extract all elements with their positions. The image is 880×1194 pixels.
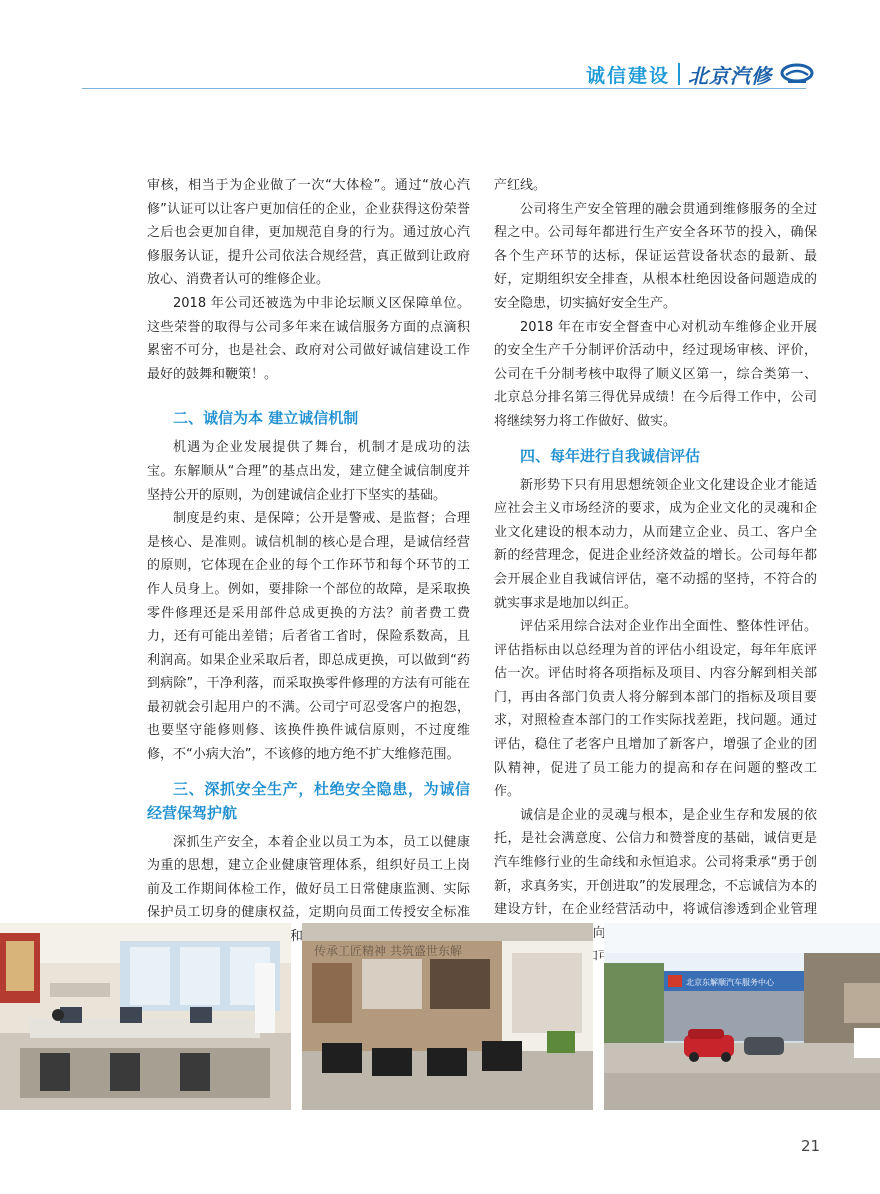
photo-strip	[0, 923, 880, 1110]
paragraph: 机遇为企业发展提供了舞台，机制才是成功的法宝。东解顺从“合理”的基点出发，建立健全诚信制度并坚持公开的原则，为创建诚信企业打下坚实的基础。	[147, 440, 470, 503]
section-heading-2: 二、诚信为本 建立诚信机制	[173, 409, 359, 428]
paragraph: 产红线。	[494, 178, 547, 193]
paragraph: 评估采用综合法对企业作出全面性、整体性评估。评估指标由以总经理为首的评估小组设定，每年年底评估一次。评估时将各项指标及项目、内容分解到相关部门，再由各部门负责人将分解到本部门的指标及项目要求，对照检查本部门的工作实际找差距，找问题。通过评估，稳住了老客户且增加了新客户，增强了企业的团队精神，促进了员工能力的提高和存在问题的整改工作。	[494, 619, 817, 800]
brand-name: 北京汽修	[688, 63, 772, 88]
page-header	[586, 60, 814, 88]
paragraph: 诚信是企业的灵魂与根本，是企业生存和发展的依托，是社会满意度、公信力和赞誉度的基础，诚信更是汽车维修行业的生命线和永恒追求。公司将秉承“勇于创新，求真务实，开创进取”的发展理念，不忘诚信为本的建设方针，在企业经营活动中，将诚信渗透到企业管理 向	[494, 807, 817, 941]
paragraph: 制度是约束、是保障；公开是警戒、是监督；合理是核心、是准则。诚信机制的核心是合理，是诚信经营的原则，它体现在企业的每个工作环节和每个环节的工作人员身上。例如，要排除一个部位的故障，是采取换零件修理还是采用部件总成更换的方法？前者费工费力，还有可能出差错；后者省工省时，保险系数高，且利润高。如果企业采取后者，即总成更换，可以做到“药到病除”，干净利落，而采取换零件修理的方法有可能在最初就会引起用户的不满。公司宁可忍受客户的抱怨，也要坚守能修则修、该换件换件诚信原则，不过度维修，不“小病大治”，不该修的地方绝不扩大维修范围。	[147, 511, 470, 763]
left-column	[147, 174, 470, 949]
section-title: 诚信建设	[585, 64, 670, 87]
header-divider	[678, 63, 680, 85]
paragraph: 深抓生产安全，本着企业以员工为本，员工以健康为重的思想，建立企业健康管理体系，组织好员工上岗前及工作期间体检工作，做好员工日常健康监测、实际保护员工切身的健康权益，定期向员面工传授安全标准 和	[147, 834, 470, 945]
page-number: 21	[801, 1137, 821, 1155]
paragraph: 2018 年公司还被选为中非论坛顺义区保障单位。这些荣誉的取得与公司多年来在诚信服务方面的点滴积累密不可分，也是社会、政府对公司做好诚信建设工作最好的鼓舞和鞭策！。	[147, 295, 470, 382]
brand-logo-icon	[780, 63, 814, 85]
paragraph: 审核，相当于为企业做了一次“大体检”。通过“放心汽修”认证可以让客户更加信任的企业，企业获得这份荣誉之后也会更加自律，更加规范自身的行为。通过放心汽修服务认证，提升公司依法合规经营，真正做到让政府放心、消费者认可的维修企业。	[147, 178, 470, 288]
building-sign: 北京东解顺汽车服务中心	[686, 978, 774, 987]
office-photo	[0, 923, 291, 1110]
paragraph: 新形势下只有用思想统领企业文化建设企业才能适应社会主义市场经济的要求，成为企业文化的灵魂和企业文化建设的根本动力，从而建立企业、员工、客户全新的经营理念，促进企业经济效益的增长。公司每年都会开展企业自我诚信评估，毫不动摇的坚持，不符合的就实事求是地加以纠正。	[494, 477, 817, 611]
section-heading-4: 四、每年进行自我诚信评估	[520, 446, 701, 465]
exterior-photo	[604, 923, 880, 1110]
right-column	[494, 174, 817, 969]
culture-wall-banner: 传承工匠精神 共筑盛世东解	[314, 944, 462, 958]
section-heading-3: 三、深抓安全生产，杜绝安全隐患，为诚信经营保驾护航	[147, 779, 470, 822]
paragraph: 公司将生产安全管理的融会贯通到维修服务的全过程之中。公司每年都进行生产安全各环节的投入，确保各个生产环节的达标，保证运营设备状态的最新、最好，定期组织安全排查，从根本杜绝因设备问题造成的安全隐患，切实搞好安全生产。	[494, 201, 817, 311]
paragraph: 2018 年在市安全督查中心对机动车维修企业开展的安全生产千分制评价活动中，经过现场审核、评价，公司在千分制考核中取得了顺义区第一，综合类第一、北京总分排名第三得优异成绩！在今后得工作中，公司将继续努力将工作做好、做实。	[494, 319, 817, 429]
lounge-photo	[302, 923, 593, 1110]
